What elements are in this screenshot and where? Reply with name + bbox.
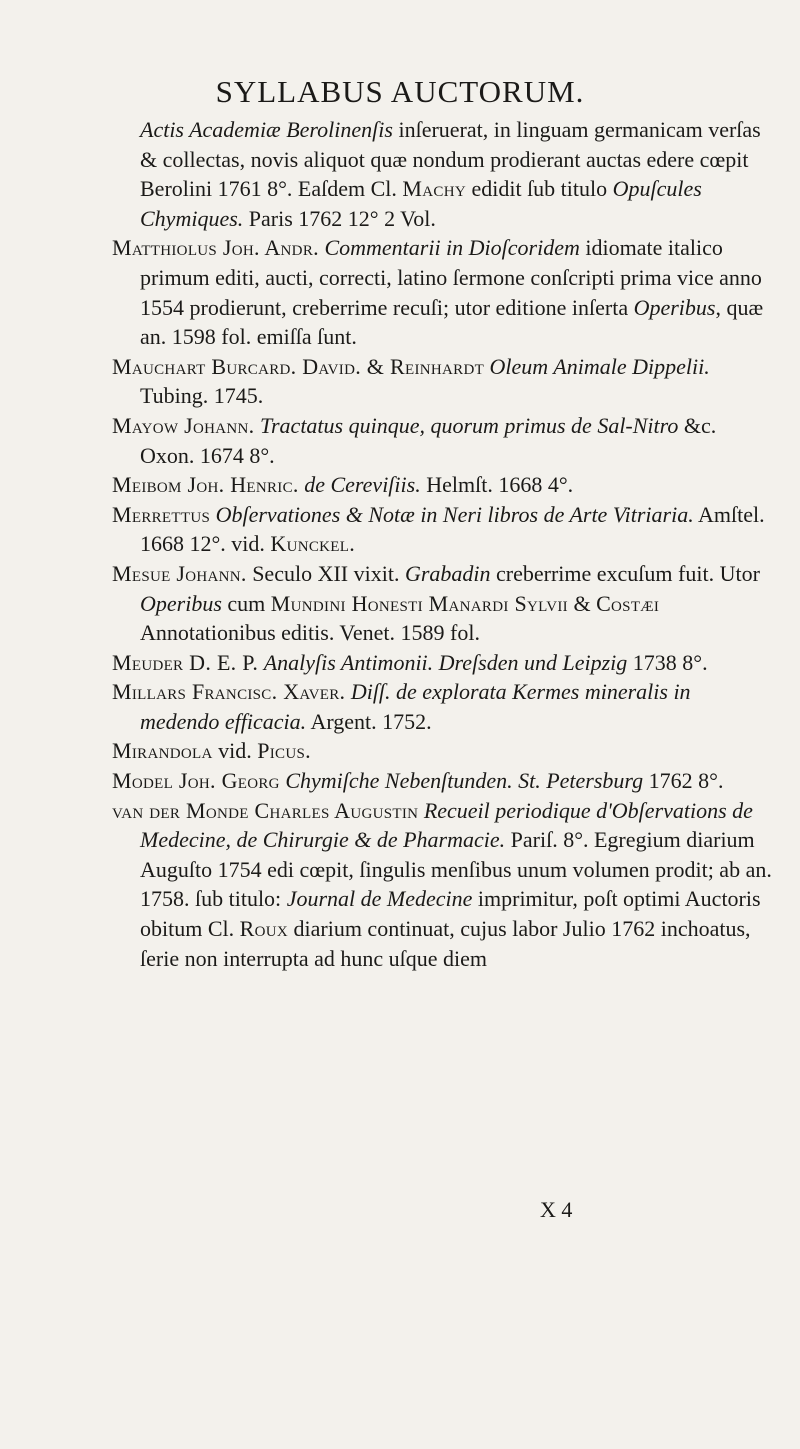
- work-title: Analyſis Antimonii. Dreſsden und Leipzig: [263, 649, 628, 675]
- signature-mark: X 4: [540, 1197, 573, 1222]
- author-name: Mesue Johann.: [112, 560, 247, 586]
- bibliography-entry: [112, 500, 772, 559]
- entry-text: 1762 8°.: [643, 768, 724, 794]
- author-name: Kunckel.: [270, 531, 356, 557]
- work-title: Obſervationes & Notæ in Neri libros de Arte Vitriaria.: [215, 501, 694, 527]
- bibliography-entry: [112, 115, 772, 233]
- author-name: Mundini Honesti Manardi Sylvii: [270, 590, 568, 616]
- entry-text: &c. Oxon. 1674 8°.: [140, 412, 717, 468]
- page-header: SYLLABUS AUCTORUM.: [215, 74, 585, 109]
- author-name: Millars Francisc. Xaver.: [112, 679, 346, 705]
- work-title: Oleum Animale Dippelii.: [489, 353, 710, 379]
- work-title: Actis Academiæ Berolinenſis: [140, 117, 393, 142]
- author-name: Picus.: [257, 738, 311, 764]
- entry-text: imprimitur, poſt optimi Auctoris obitum Cl.: [140, 886, 761, 942]
- work-title: Operibus: [140, 590, 222, 616]
- author-name: Mirandola: [112, 738, 213, 764]
- work-title: Diſſ. de explorata Kermes mineralis in medendo efficacia.: [140, 679, 691, 734]
- work-title: Recueil periodique d'Obſervations de Medecine, de Chirurgie & de Pharmacie.: [140, 797, 753, 853]
- author-name: Mauchart Burcard. David. & Reinhardt: [112, 353, 485, 379]
- bibliography-entry: [112, 411, 772, 470]
- bibliography-entry: [112, 766, 772, 796]
- entry-text: Tubing. 1745.: [140, 383, 264, 409]
- bibliography-entry: [112, 352, 772, 411]
- bibliography-entry: [112, 736, 772, 766]
- entry-text: Amſtel. 1668 12°. vid.: [140, 501, 765, 557]
- entry-text: cum: [221, 590, 271, 616]
- bibliography-entry: [112, 559, 772, 648]
- work-title: Operibus: [633, 294, 716, 320]
- work-title: Opuſcules Chymiques.: [140, 176, 702, 231]
- author-name: Machy: [402, 176, 466, 202]
- work-title: Journal de Medecine: [286, 886, 473, 912]
- entry-text: Pariſ. 8°. Egregium diarium Auguſto 1754 edi cœpit, ſingulis menſibus unum volumen prodit; ab an. 1758. ſub titulo:: [140, 827, 772, 912]
- author-name: Merrettus: [112, 501, 211, 527]
- entry-text: vid.: [212, 738, 258, 764]
- work-title: Commentarii in Dioſcoridem: [324, 235, 580, 261]
- author-name: Meuder D. E. P.: [112, 649, 259, 675]
- entry-text: , quæ an. 1598 fol. emiſſa ſunt.: [140, 294, 764, 350]
- bibliography-entry: [112, 233, 772, 351]
- entry-text: Seculo XII vixit.: [246, 560, 405, 586]
- entry-text: diarium continuat, cujus labor Julio 1762 inchoatus, ſerie non interrupta ad hunc uſque diem: [140, 916, 751, 971]
- entry-text: 1738 8°.: [627, 649, 708, 675]
- author-name: Model Joh. Georg: [112, 768, 280, 794]
- entry-text: inſeruerat, in linguam germanicam verſas & collectas, novis aliquot quæ nondum prodierant auctas edere cœpit Berolini 1761 8°. Eaſdem Cl.: [140, 117, 761, 202]
- author-name: van der Monde Charles Augustin: [112, 797, 419, 823]
- bibliography-entry: [112, 677, 772, 736]
- author-name: Meibom Joh. Henric.: [112, 472, 299, 498]
- work-title: Grabadin: [404, 560, 491, 586]
- work-title: Chymiſche Nebenſtunden. St. Petersburg: [285, 768, 644, 794]
- bibliography-entry: [112, 796, 772, 974]
- entry-text: Helmſt. 1668 4°.: [420, 472, 574, 498]
- bibliography-entry: [112, 648, 772, 678]
- author-name: Matthiolus Joh. Andr.: [112, 235, 319, 261]
- author-name: Costæi: [596, 590, 660, 616]
- entry-text: idiomate italico primum editi, aucti, correcti, latino ſermone conſcripti prima vice anno 1554 prodierunt, creberrime recuſi; utor editione inſerta: [140, 235, 762, 320]
- work-title: Tractatus quinque, quorum primus de Sal-Nitro: [259, 412, 679, 438]
- work-title: de Cereviſiis.: [304, 472, 421, 498]
- entry-text: Argent. 1752.: [306, 708, 432, 734]
- entry-text: &: [567, 590, 597, 616]
- author-name: Mayow Johann.: [112, 412, 255, 438]
- entry-text: edidit ſub titulo: [465, 176, 613, 202]
- bibliography-entry: [112, 470, 772, 500]
- entry-text: Paris 1762 12° 2 Vol.: [243, 205, 436, 231]
- entry-text: Annotationibus editis. Venet. 1589 fol.: [140, 620, 480, 646]
- entry-text: creberrime excuſum fuit. Utor: [490, 560, 760, 586]
- author-name: Roux: [239, 916, 288, 942]
- entry-list: [112, 115, 772, 973]
